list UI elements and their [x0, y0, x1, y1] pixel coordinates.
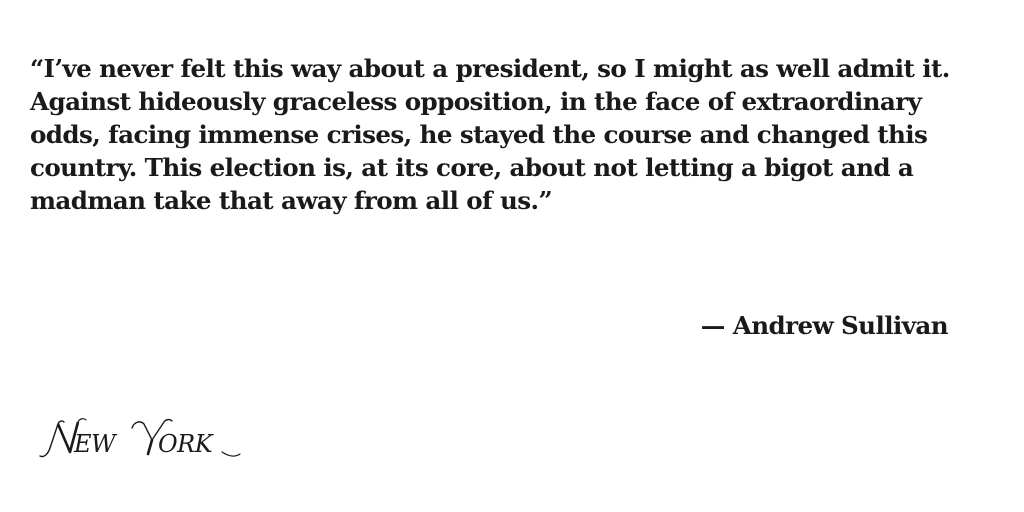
- new-york-magazine-logo: [36, 412, 246, 466]
- quote-line: “I’ve never felt this way about a president, so I might as well admit it.: [30, 54, 950, 83]
- quote-line: odds, facing immense crises, he stayed the course and changed this: [30, 120, 928, 149]
- logo-wordmark-icon: [36, 412, 246, 466]
- quote-line: country. This election is, at its core, about not letting a bigot and a: [30, 153, 914, 182]
- quote-line: Against hideously graceless opposition, in the face of extraordinary: [30, 87, 922, 116]
- svg-text:EW: EW: [74, 430, 116, 458]
- quote-attribution: — Andrew Sullivan: [700, 311, 948, 340]
- quote-line: madman take that away from all of us.”: [30, 186, 552, 215]
- svg-text:ORK: ORK: [158, 430, 213, 458]
- quote-text: [30, 52, 1010, 217]
